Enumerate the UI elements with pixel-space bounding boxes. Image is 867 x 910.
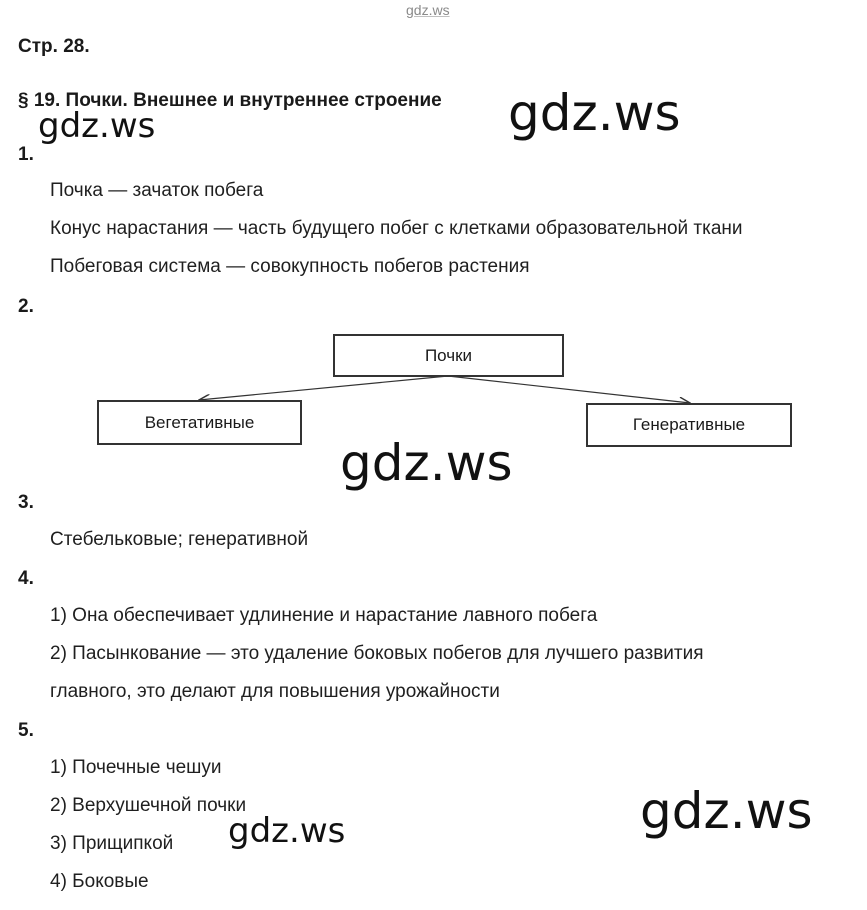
diagram-left-label: Вегетативные xyxy=(144,412,255,432)
task-5-line: 4) Боковые xyxy=(50,871,149,892)
watermark: gdz.ws xyxy=(340,434,513,492)
diagram-right-label: Генеративные xyxy=(632,415,746,434)
task-4-line: главного, это делают для повышения урожайности xyxy=(50,681,500,702)
diagram-root-box xyxy=(333,334,564,377)
watermark-top: gdz.ws xyxy=(406,2,450,18)
task-1-number: 1. xyxy=(18,144,34,165)
task-1-line: Побеговая система — совокупность побегов растения xyxy=(50,256,530,277)
diagram-root-label: Почки xyxy=(424,345,473,365)
task-5-line: 3) Прищипкой xyxy=(50,833,174,854)
task-5-line: 1) Почечные чешуи xyxy=(50,757,222,778)
task-3-line: Стебельковые; генеративной xyxy=(50,529,309,550)
task-1-line: Почка — зачаток побега xyxy=(50,180,264,201)
task-4-line: 2) Пасынкование — это удаление боковых побегов для лучшего развития xyxy=(50,643,704,664)
diagram-left-box xyxy=(97,400,302,445)
arrow-to-right xyxy=(448,376,690,403)
arrow-to-left xyxy=(199,376,448,400)
task-1-line: Конус нарастания — часть будущего побег с клетками образовательной ткани xyxy=(50,218,743,239)
task-4-number: 4. xyxy=(18,568,34,589)
task-5-number: 5. xyxy=(18,720,34,741)
watermark: gdz.ws xyxy=(228,811,346,851)
page-reference: Стр. 28. xyxy=(18,36,90,57)
task-5-line: 2) Верхушечной почки xyxy=(50,795,247,816)
watermark: gdz.ws xyxy=(508,84,681,142)
task-4-line: 1) Она обеспечивает удлинение и нарастание лавного побега xyxy=(50,605,598,626)
diagram-right-box xyxy=(586,403,792,447)
task-3-number: 3. xyxy=(18,492,34,513)
section-title: § 19. Почки. Внешнее и внутреннее строение xyxy=(18,90,442,111)
task-2-number: 2. xyxy=(18,296,34,317)
watermark: gdz.ws xyxy=(640,782,813,840)
watermark: gdz.ws xyxy=(38,106,156,146)
